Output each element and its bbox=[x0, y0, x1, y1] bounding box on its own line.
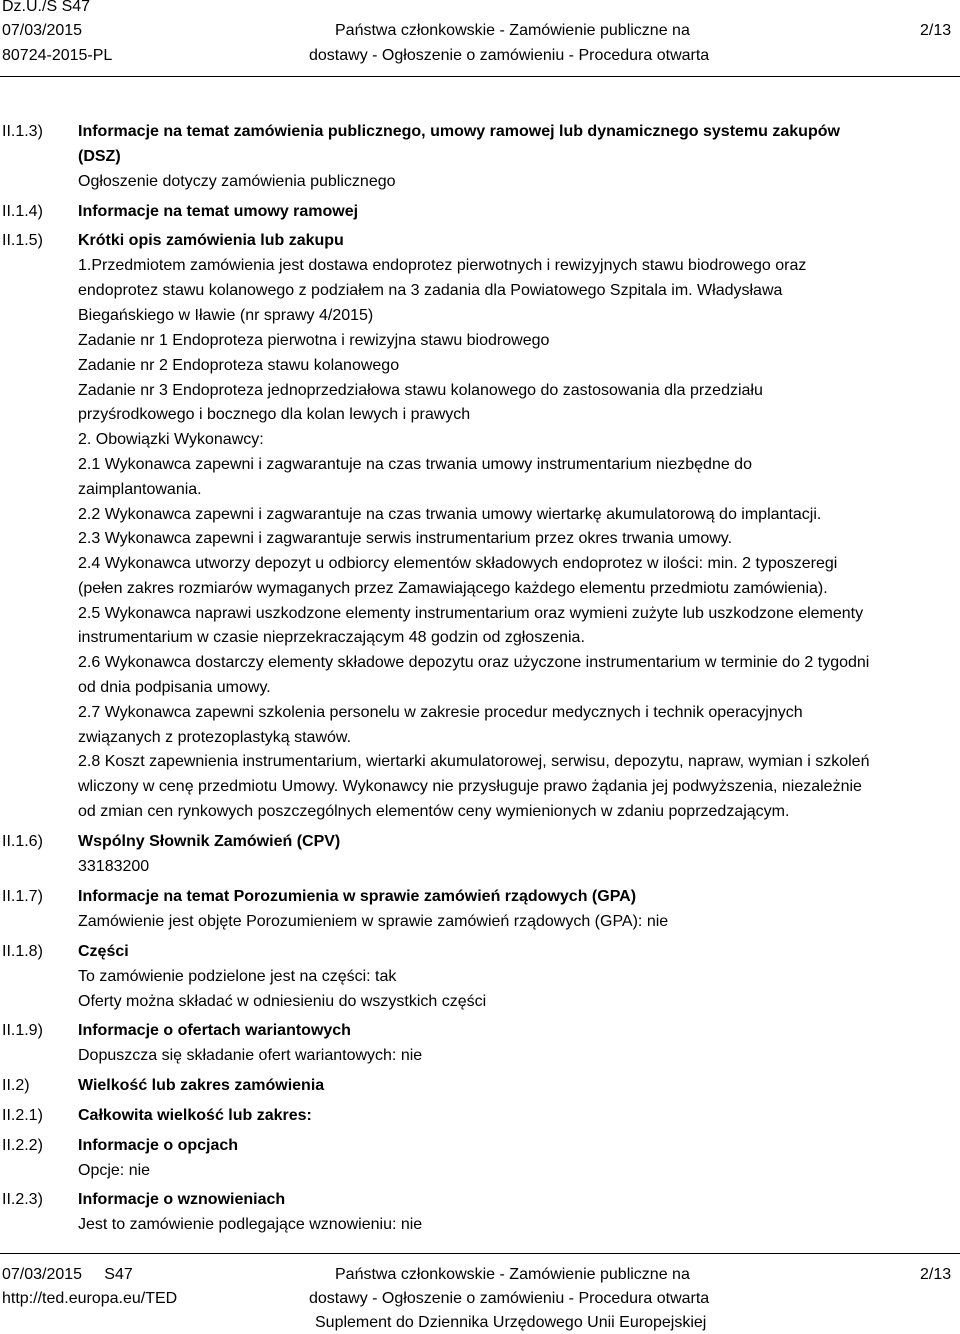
description-line: 2.1 Wykonawca zapewni i zagwarantuje na czas trwania umowy instrumentarium niezbędne do bbox=[78, 456, 752, 473]
description-line: Zadanie nr 1 Endoproteza pierwotna i rewizyjna stawu biodrowego bbox=[78, 332, 550, 349]
description-line: Zadanie nr 2 Endoproteza stawu kolanowego bbox=[78, 357, 400, 374]
description-line: instrumentarium w czasie nieprzekraczającym 48 godzin od zgłoszenia. bbox=[78, 629, 585, 646]
description-line: 2.2 Wykonawca zapewni i zagwarantuje na czas trwania umowy wiertarkę akumulatorową do implantacji. bbox=[78, 506, 822, 523]
description-line: zaimplantowania. bbox=[78, 481, 202, 498]
section-label: II.1.8) bbox=[2, 943, 43, 960]
section-heading: Krótki opis zamówienia lub zakupu bbox=[78, 232, 344, 249]
section-label: II.2.2) bbox=[2, 1137, 43, 1154]
section-text: Jest to zamówienie podlegające wznowieniu: nie bbox=[78, 1216, 423, 1233]
cpv-code: 33183200 bbox=[78, 858, 150, 875]
footer-title-line1: Państwa członkowskie - Zamówienie publiczne na bbox=[335, 1266, 690, 1283]
description-line: 2.4 Wykonawca utworzy depozyt u odbiorcy elementów składowych endoprotez w ilości: min. 2 typoszeregi bbox=[78, 555, 838, 572]
section-label: II.2.3) bbox=[2, 1191, 43, 1208]
section-label: II.1.9) bbox=[2, 1022, 43, 1039]
section-text: To zamówienie podzielone jest na części: tak bbox=[78, 968, 397, 985]
section-heading: Informacje na temat Porozumienia w sprawie zamówień rządowych (GPA) bbox=[78, 888, 637, 905]
section-heading: Całkowita wielkość lub zakres: bbox=[78, 1107, 312, 1124]
header-page-number: 2/13 bbox=[920, 22, 952, 39]
section-label: II.1.3) bbox=[2, 123, 43, 140]
section-text: Opcje: nie bbox=[78, 1162, 151, 1179]
description-line: 2. Obowiązki Wykonawcy: bbox=[78, 431, 264, 448]
section-heading: Części bbox=[78, 943, 129, 960]
section-heading: Informacje o opcjach bbox=[78, 1137, 239, 1154]
section-heading: Wspólny Słownik Zamówień (CPV) bbox=[78, 833, 341, 850]
section-label: II.2.1) bbox=[2, 1107, 43, 1124]
section-heading: Informacje o wznowieniach bbox=[78, 1191, 286, 1208]
footer-divider bbox=[0, 1253, 960, 1254]
description-line: 1.Przedmiotem zamówienia jest dostawa endoprotez pierwotnych i rewizyjnych stawu biodrowego oraz bbox=[78, 257, 807, 274]
section-text: Ogłoszenie dotyczy zamówienia publicznego bbox=[78, 173, 396, 190]
section-text: Dopuszcza się składanie ofert wariantowych: nie bbox=[78, 1047, 423, 1064]
section-heading: (DSZ) bbox=[78, 148, 121, 165]
description-line: (pełen zakres rozmiarów wymaganych przez Zamawiającego każdego elementu przedmiotu zamówienia). bbox=[78, 580, 828, 597]
section-label: II.1.5) bbox=[2, 232, 43, 249]
header-title-line2: dostawy - Ogłoszenie o zamówieniu - Procedura otwarta bbox=[309, 47, 710, 64]
section-label: II.1.4) bbox=[2, 203, 43, 220]
description-line: wliczony w cenę przedmiotu Umowy. Wykonawcy nie przysługuje prawo żądania jej podwyższenia, niezależnie bbox=[78, 778, 862, 795]
footer-supplement: Suplement do Dziennika Urzędowego Unii Europejskiej bbox=[315, 1314, 707, 1331]
section-heading: Wielkość lub zakres zamówienia bbox=[78, 1077, 325, 1094]
description-line: 2.8 Koszt zapewnienia instrumentarium, wiertarki akumulatorowej, serwisu, depozytu, napraw, wymian i szkoleń bbox=[78, 753, 870, 770]
section-label: II.1.6) bbox=[2, 833, 43, 850]
description-line: 2.3 Wykonawca zapewni i zagwarantuje serwis instrumentarium przez okres trwania umowy. bbox=[78, 530, 733, 547]
section-label: II.1.7) bbox=[2, 888, 43, 905]
description-line: od zmian cen rynkowych poszczególnych elementów ceny wymienionych w zdaniu poprzedzającym. bbox=[78, 803, 790, 820]
description-line: związanych z protezoplastyką stawów. bbox=[78, 729, 352, 746]
description-line: Biegańskiego w Iławie (nr sprawy 4/2015) bbox=[78, 307, 374, 324]
journal-reference: Dz.U./S S47 bbox=[2, 0, 91, 15]
footer-link[interactable]: http://ted.europa.eu/TED bbox=[2, 1290, 178, 1307]
footer-title-line2: dostawy - Ogłoszenie o zamówieniu - Procedura otwarta bbox=[309, 1290, 710, 1307]
notice-number: 80724-2015-PL bbox=[2, 47, 113, 64]
section-heading: Informacje o ofertach wariantowych bbox=[78, 1022, 351, 1039]
description-line: 2.6 Wykonawca dostarczy elementy składowe depozytu oraz użyczone instrumentarium w terminie do 2 tygodni bbox=[78, 654, 870, 671]
description-line: przyśrodkowego i bocznego dla kolan lewych i prawych bbox=[78, 406, 471, 423]
description-line: 2.7 Wykonawca zapewni szkolenia personelu w zakresie procedur medycznych i technik operacyjnych bbox=[78, 704, 803, 721]
section-heading: Informacje na temat zamówienia publicznego, umowy ramowej lub dynamicznego systemu zakupów bbox=[78, 123, 840, 140]
header-title-line1: Państwa członkowskie - Zamówienie publiczne na bbox=[335, 22, 690, 39]
description-line: Zadanie nr 3 Endoproteza jednoprzedziałowa stawu kolanowego do zastosowania dla przedziału bbox=[78, 382, 763, 399]
section-heading: Informacje na temat umowy ramowej bbox=[78, 203, 359, 220]
section-text: Zamówienie jest objęte Porozumieniem w sprawie zamówień rządowych (GPA): nie bbox=[78, 913, 669, 930]
section-label: II.2) bbox=[2, 1077, 30, 1094]
footer-date: 07/03/2015 S47 bbox=[2, 1266, 133, 1283]
header-date: 07/03/2015 bbox=[2, 22, 83, 39]
description-line: od dnia podpisania umowy. bbox=[78, 679, 271, 696]
footer-page-number: 2/13 bbox=[920, 1266, 952, 1283]
header-divider bbox=[0, 76, 960, 77]
description-line: endoprotez stawu kolanowego z podziałem na 3 zadania dla Powiatowego Szpitala im. Władysława bbox=[78, 282, 783, 299]
description-line: 2.5 Wykonawca naprawi uszkodzone elementy instrumentarium oraz wymieni zużyte lub uszkodzone elementy bbox=[78, 605, 864, 622]
section-text: Oferty można składać w odniesieniu do wszystkich części bbox=[78, 993, 487, 1010]
